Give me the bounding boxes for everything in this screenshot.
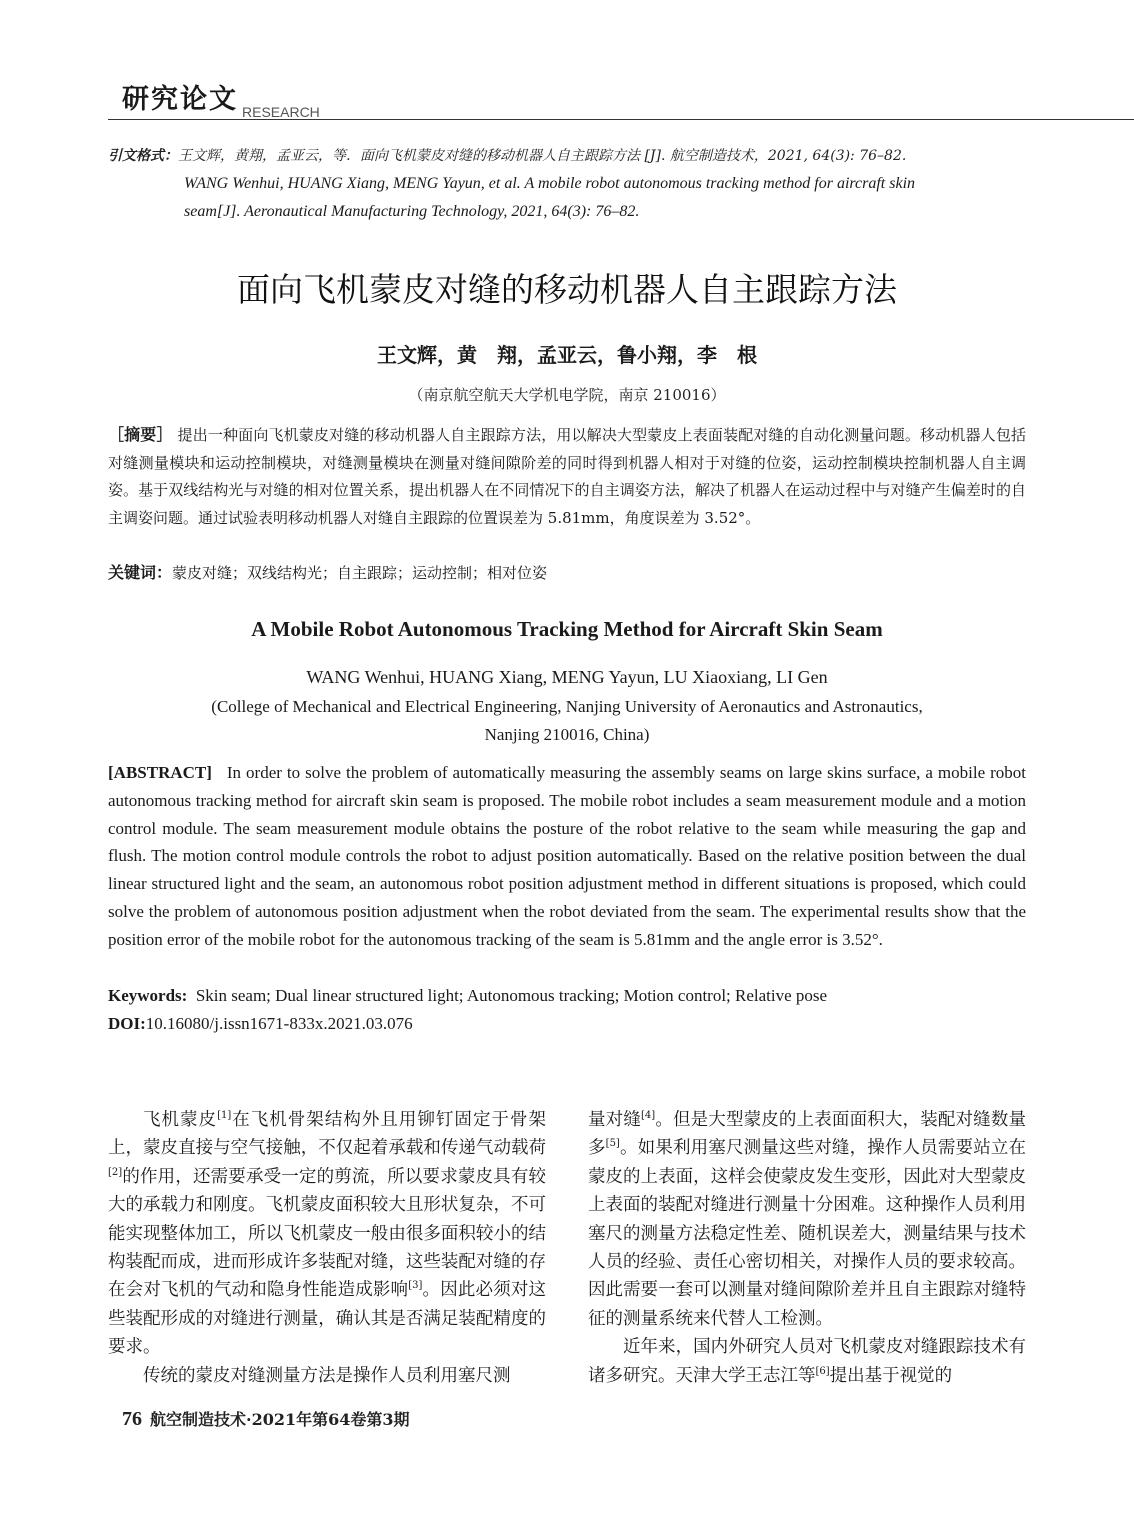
reference-marker: [1] bbox=[217, 1110, 232, 1122]
citation-cn bbox=[108, 142, 906, 170]
body-paragraph bbox=[108, 1106, 546, 1362]
reference-marker: [5] bbox=[605, 1138, 620, 1150]
reference-marker: [6] bbox=[815, 1365, 830, 1377]
keywords-en-label: Keywords: bbox=[108, 986, 188, 1005]
doi bbox=[108, 1010, 1026, 1038]
keywords-en bbox=[108, 982, 1026, 1010]
body-text: 。因此必须对这些装配形成的对缝进行测量，确认其是否满足装配精度的要求。 bbox=[108, 1280, 547, 1358]
page-footer bbox=[122, 1406, 410, 1433]
body-paragraph: 传统的蒙皮对缝测量方法是操作人员利用塞尺测 bbox=[143, 1365, 511, 1386]
reference-marker: [3] bbox=[408, 1280, 423, 1292]
abstract-en bbox=[108, 759, 1026, 954]
body-paragraph bbox=[588, 1106, 1026, 1333]
journal-issue: 航空制造技术·2021年第64卷第3期 bbox=[150, 1410, 410, 1429]
keywords-cn-text: 蒙皮对缝；双线结构光；自主跟踪；运动控制；相对位姿 bbox=[172, 564, 548, 582]
abstract-cn bbox=[108, 421, 1026, 532]
paper-title-en: A Mobile Robot Autonomous Tracking Method for Aircraft Skin Seam bbox=[251, 617, 883, 641]
body-text: 在飞机骨架结构外且用铆钉固定于骨架上，蒙皮直接与空气接触，不仅起着承载和传递气动载荷 bbox=[108, 1110, 546, 1159]
body-column-right bbox=[588, 1106, 1026, 1390]
reference-marker: [2] bbox=[108, 1166, 123, 1178]
abstract-cn-text: 提出一种面向飞机蒙皮对缝的移动机器人自主跟踪方法，用以解决大型蒙皮上表面装配对缝的自动化测量问题。移动机器人包括对缝测量模块和运动控制模块，对缝测量模块在测量对缝间隙阶差的同时得到机器人相对于对缝的位姿，运动控制模块控制机器人自主调姿。基于双线结构光与对缝的相对位置关系，提出机器人在不同情况下的自主调姿方法，解决了机器人在运动过程中与对缝产生偏差时的自主调姿问题。通过试验表明移动机器人对缝自主跟踪的位置误差为 5.81mm，角度误差为 3.52°。 bbox=[108, 426, 1026, 527]
section-header-cn: 研究论文 bbox=[122, 84, 238, 115]
page-number: 76 bbox=[122, 1408, 142, 1430]
doi-text: 10.16080/j.issn1671-833x.2021.03.076 bbox=[145, 1014, 413, 1033]
citation-en-line1: WANG Wenhui, HUANG Xiang, MENG Yayun, et al. A mobile robot autonomous tracking method for aircraft skin bbox=[184, 175, 916, 192]
citation-label: 引文格式： bbox=[108, 148, 178, 164]
affiliation-en-line1: (College of Mechanical and Electrical Engineering, Nanjing University of Aeronautics and Astronautics, bbox=[211, 697, 923, 716]
affiliation-en-line2: Nanjing 210016, China) bbox=[484, 725, 650, 744]
keywords-cn-label: 关键词： bbox=[108, 563, 173, 582]
citation-en-line2: seam[J]. Aeronautical Manufacturing Technology, 2021, 64(3): 76–82. bbox=[184, 203, 640, 220]
section-header-en: RESEARCH bbox=[242, 104, 320, 120]
keywords-en-text: Skin seam; Dual linear structured light; Autonomous tracking; Motion control; Relative pose bbox=[195, 986, 828, 1005]
body-paragraph bbox=[588, 1333, 1026, 1390]
paper-title-cn: 面向飞机蒙皮对缝的移动机器人自主跟踪方法 bbox=[237, 270, 897, 309]
authors-cn: 王文辉，黄 翔，孟亚云，鲁小翔，李 根 bbox=[377, 343, 757, 367]
abstract-cn-label: ［摘要］ bbox=[108, 425, 173, 444]
body-text: 量对缝 bbox=[588, 1110, 641, 1130]
body-text: 。但是大型蒙皮的上表面面积大，装配对缝数量多 bbox=[588, 1110, 1027, 1159]
body-text: 。如果利用塞尺测量这些对缝，操作人员需要站立在蒙皮的上表面，这样会使蒙皮发生变形，因此对大型蒙皮上表面的装配对缝进行测量十分困难。这种操作人员利用塞尺的测量方法稳定性差、随机误差大，测量结果与技术人员的经验、责任心密切相关，对操作人员的要求较高。因此需要一套可以测量对缝间隙阶差并且自主跟踪对缝特征的测量系统来代替人工检测。 bbox=[588, 1138, 1027, 1329]
abstract-en-label: [ABSTRACT] bbox=[108, 763, 212, 782]
body-text: 提出基于视觉的 bbox=[829, 1365, 953, 1386]
authors-en: WANG Wenhui, HUANG Xiang, MENG Yayun, LU Xiaoxiang, LI Gen bbox=[306, 667, 828, 687]
abstract-en-text: In order to solve the problem of automatically measuring the assembly seams on large skins surface, a mobile robot autonomous tracking method for aircraft skin seam is proposed. The mobile robot includes a seam measurement module and a motion control module. The seam measurement module obtains the posture of the robot relative to the seam while measuring the gap and flush. The motion control module controls the robot to adjust position automatically. Based on the relative position between the dual linear structured light and the seam, an autonomous robot position adjustment method in different situations is proposed, which could solve the problem of autonomous position adjustment when the robot deviated from the seam. The experimental results show that the position error of the mobile robot for the autonomous tracking of the seam is 5.81mm and the angle error is 3.52°. bbox=[108, 763, 1026, 949]
header-divider bbox=[108, 119, 1134, 120]
affiliation-en bbox=[160, 693, 974, 749]
body-text: 近年来，国内外研究人员对飞机蒙皮对缝跟踪技术有诸多研究。天津大学王志江等 bbox=[588, 1337, 1026, 1386]
citation-cn-text: 王文辉，黄翔，孟亚云，等．面向飞机蒙皮对缝的移动机器人自主跟踪方法 [J]. 航空制造技术，2021, 64(3): 76–82. bbox=[178, 148, 907, 164]
body-column-left bbox=[108, 1106, 546, 1390]
body-text: 的作用，还需要承受一定的剪流，所以要求蒙皮具有较大的承载力和刚度。飞机蒙皮面积较大且形状复杂，不可能实现整体加工，所以飞机蒙皮一般由很多面积较小的结构装配而成，进而形成许多装配对缝，这些装配对缝的存在会对飞机的气动和隐身性能造成影响 bbox=[108, 1166, 546, 1301]
body-text: 飞机蒙皮 bbox=[143, 1110, 218, 1130]
doi-label: DOI: bbox=[108, 1014, 146, 1033]
reference-marker: [4] bbox=[640, 1110, 656, 1122]
affiliation-cn: （南京航空航天大学机电学院，南京 210016） bbox=[408, 386, 726, 404]
keywords-cn bbox=[108, 559, 1026, 587]
